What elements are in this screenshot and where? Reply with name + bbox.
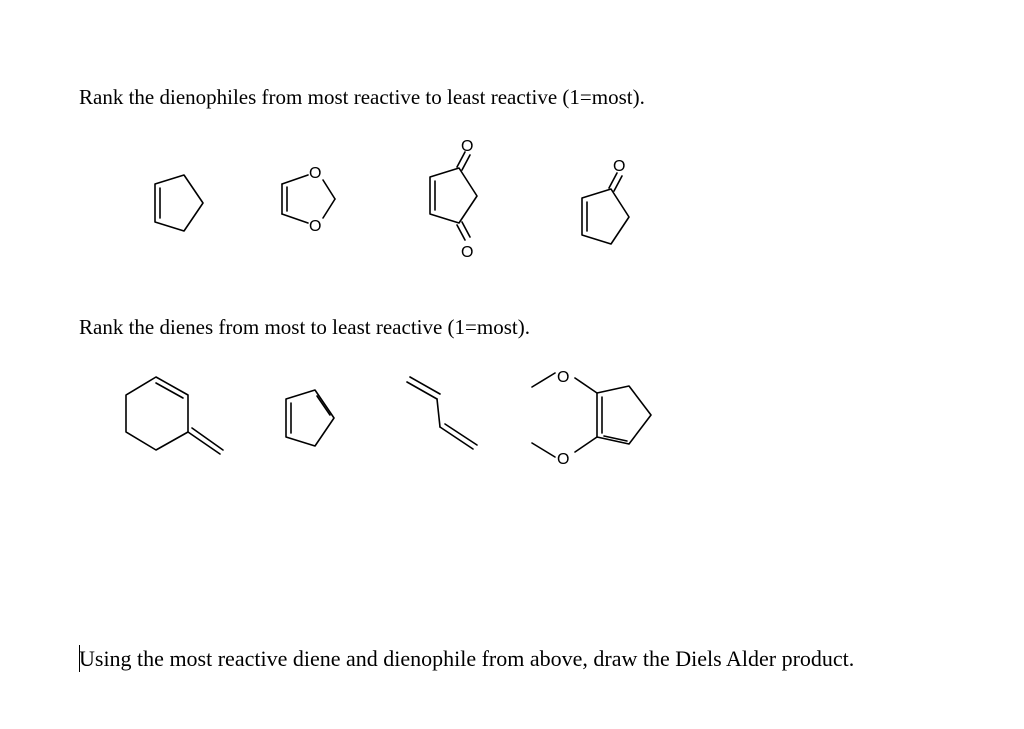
diene-ranking-question: Rank the dienes from most to least reactive (1=most). (79, 315, 530, 339)
product-question: Using the most reactive diene and dienophile from above, draw the Diels Alder product. (79, 646, 855, 671)
oxygen-label: O (613, 158, 626, 175)
diene-cyclopentadiene (280, 385, 360, 455)
dienophile-cyclopentenedione (420, 130, 500, 270)
oxygen-label: O (309, 218, 322, 235)
oxygen-label: O (461, 244, 474, 261)
oxygen-label: O (461, 138, 474, 155)
diene-methylenecyclohexene (120, 370, 230, 465)
oxygen-label: O (557, 451, 570, 468)
dienophile-dioxole (275, 155, 350, 240)
diene-dimethoxycyclopentadiene (525, 360, 660, 475)
oxygen-label: O (557, 369, 570, 386)
oxygen-label: O (309, 165, 322, 182)
dienophile-cyclopentene (140, 170, 220, 240)
dienophile-ranking-question: Rank the dienophiles from most reactive to least reactive (1=most). (79, 85, 645, 109)
dienophile-cyclopentenone (570, 140, 650, 240)
diene-butadiene (400, 375, 490, 465)
